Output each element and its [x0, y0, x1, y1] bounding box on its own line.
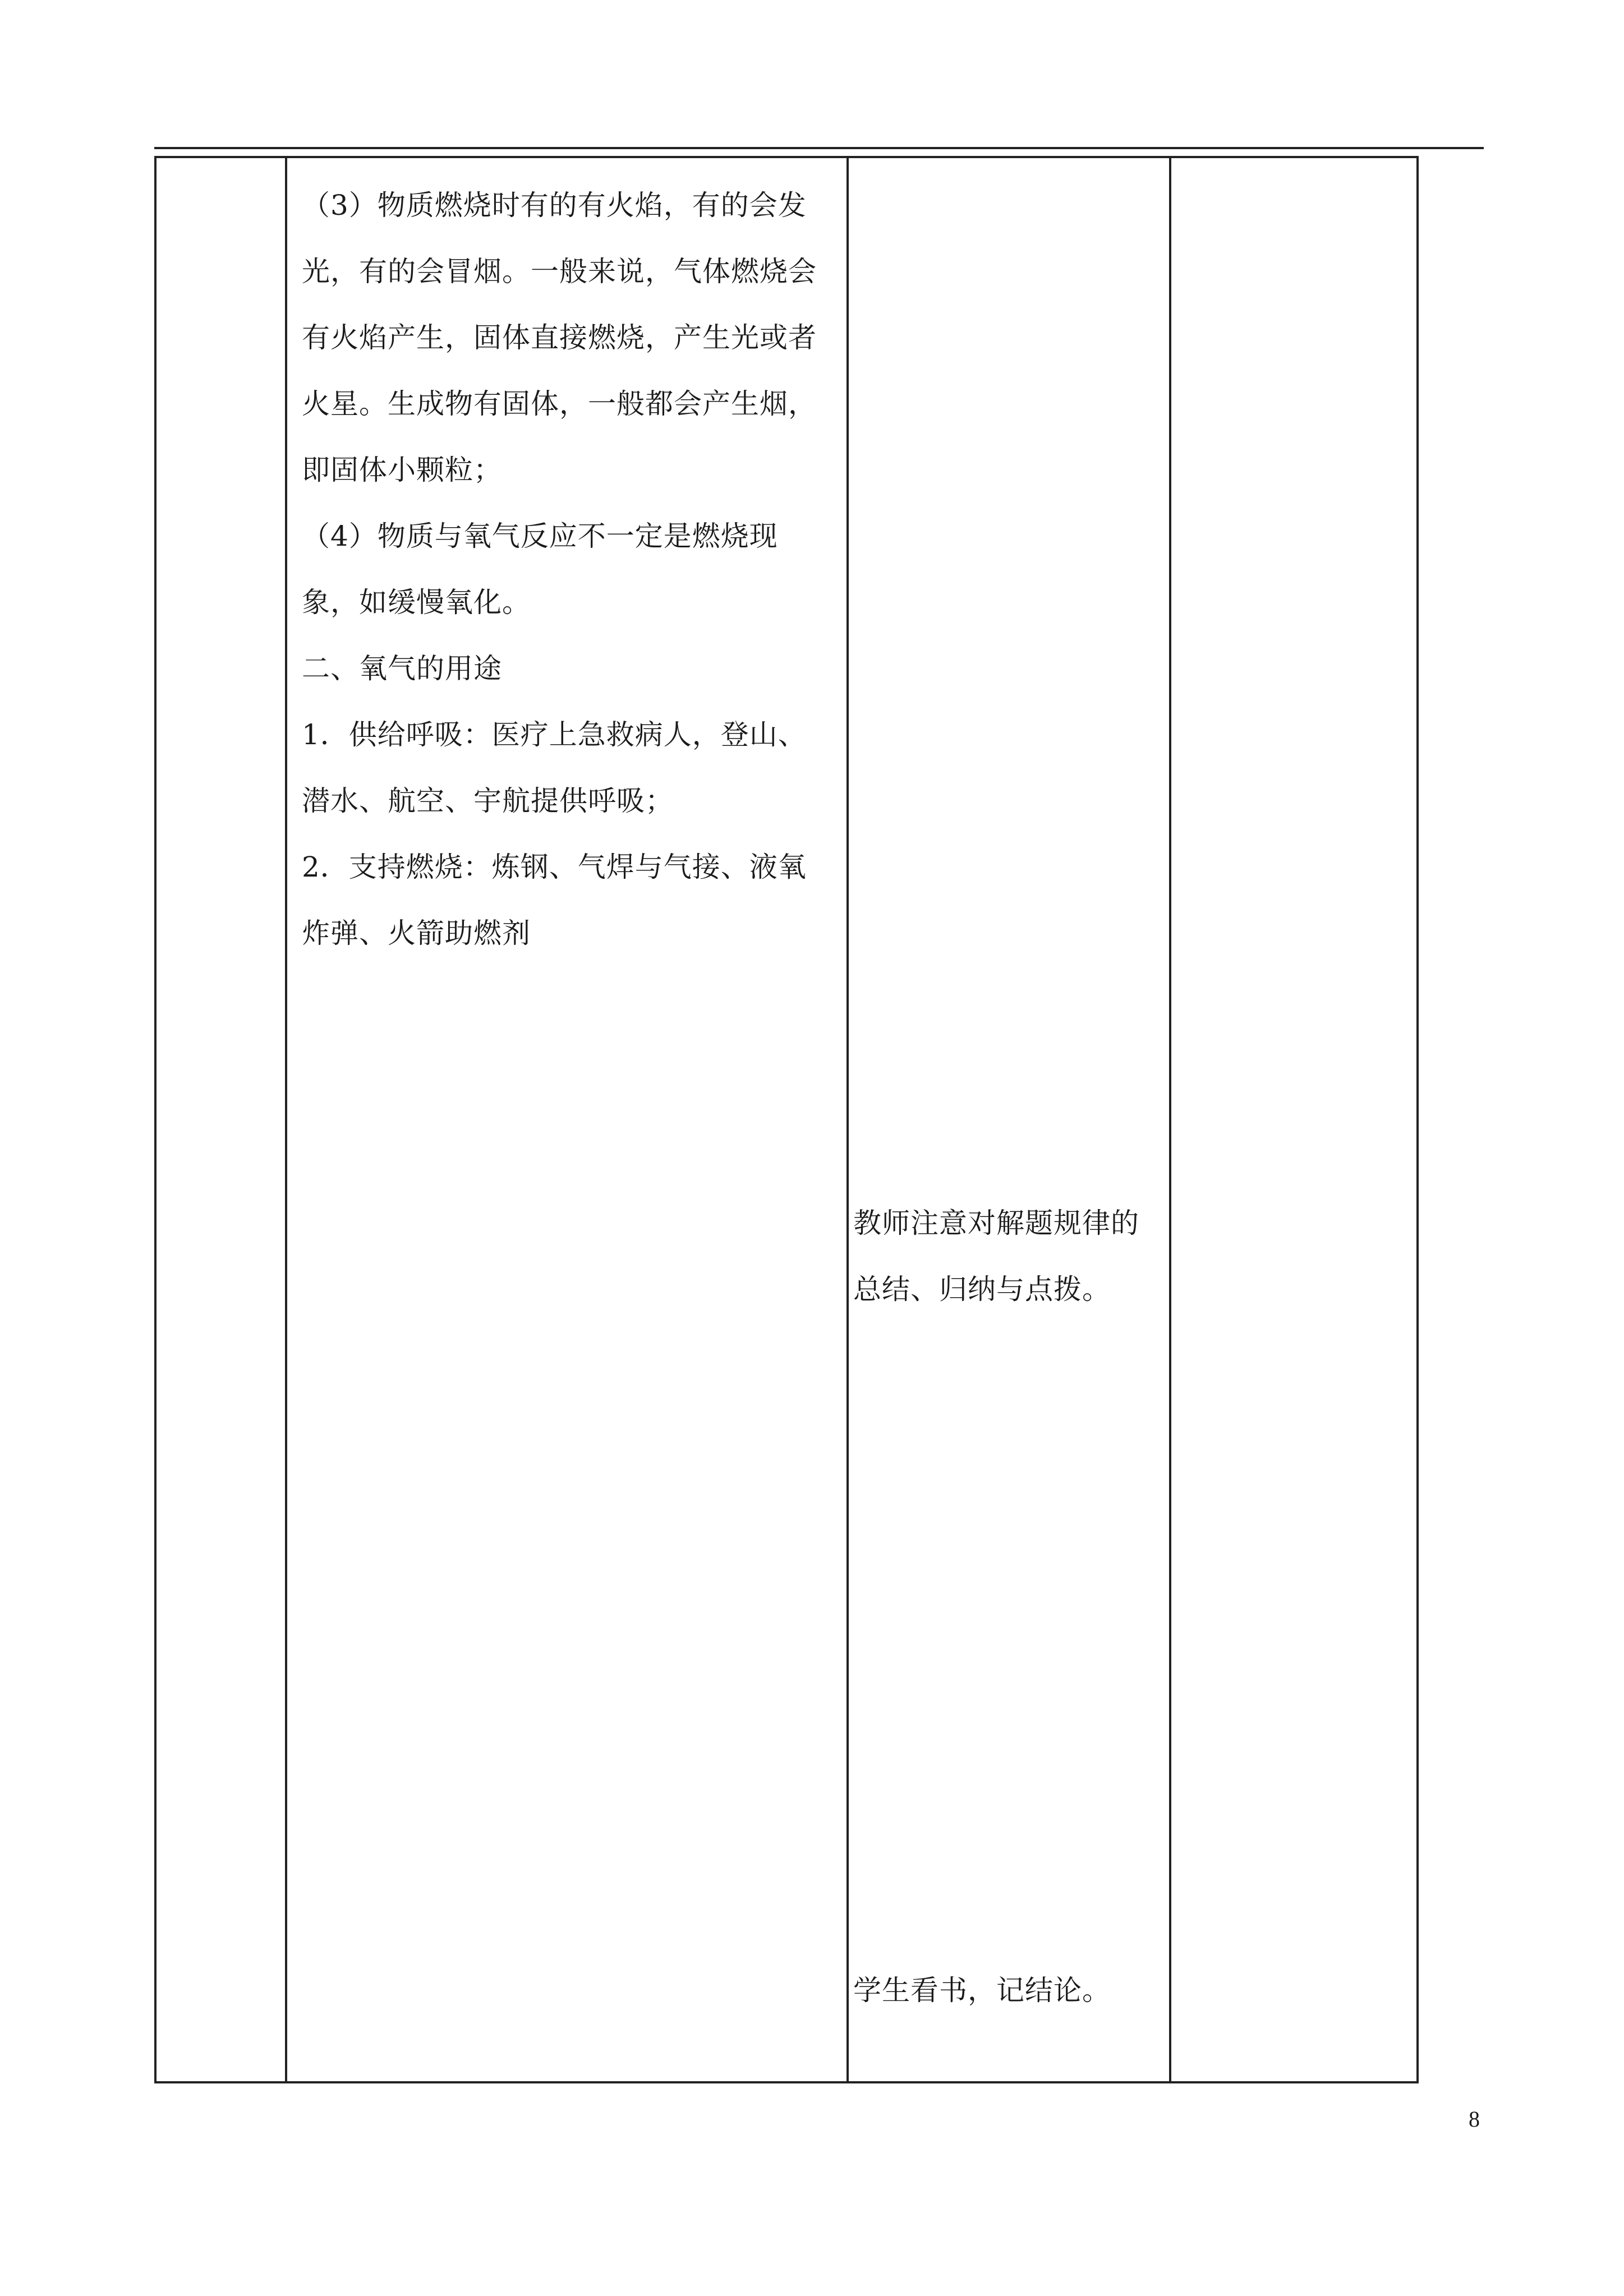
section-heading-oxygen-uses: 二、氧气的用途 [302, 652, 502, 685]
paragraph-combustion-phenomena: （3）物质燃烧时有的有火焰，有的会发光，有的会冒烟。一般来说，气体燃烧会有火焰产生，固体直接燃烧，产生光或者火星。生成物有固体，一般都会产生烟，即固体小颗粒； [302, 189, 817, 486]
student-activity-note: 学生看书，记结论。 [853, 1974, 1111, 2007]
paragraph-combustion-use: 2．支持燃烧：炼钢、气焊与气接、液氧炸弹、火箭助燃剂 [302, 851, 807, 949]
content-cell [287, 158, 848, 2081]
column-divider [1169, 158, 1171, 2081]
header-rule [154, 147, 1484, 149]
paragraph-respiration-use: 1．供给呼吸：医疗上急救病人，登山、潜水、航空、宇航提供呼吸； [302, 718, 807, 817]
teacher-note: 教师注意对解题规律的总结、归纳与点拨。 [853, 1207, 1139, 1306]
page-number: 8 [1469, 2106, 1480, 2132]
paragraph-slow-oxidation: （4）物质与氧气反应不一定是燃烧现象，如缓慢氧化。 [302, 520, 778, 619]
lesson-plan-table [154, 156, 1419, 2083]
